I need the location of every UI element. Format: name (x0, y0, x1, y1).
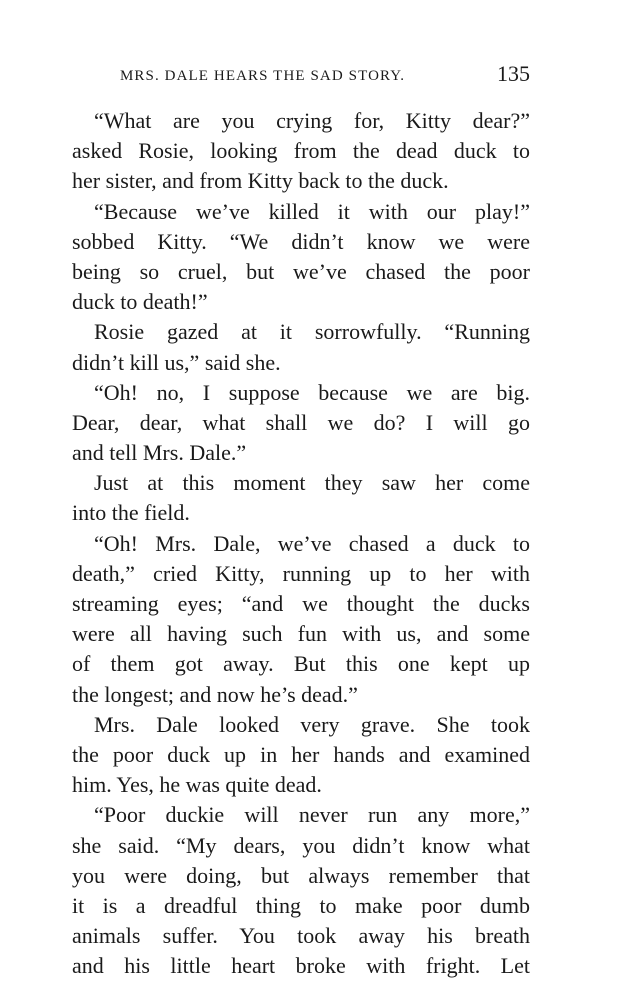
page-number: 135 (497, 61, 530, 86)
text-line: were all having such fun with us, and some (72, 621, 530, 647)
text-line: “Because we’ve killed it with our play!” (94, 198, 530, 224)
text-line: didn’t kill us,” said she. (72, 349, 281, 375)
running-head (120, 61, 530, 88)
text-line: Rosie gazed at it sorrowfully. “Running (94, 319, 530, 345)
text-line: death,” cried Kitty, running up to her with (72, 560, 530, 586)
text-line: into the field. (72, 500, 190, 526)
text-line: it is a dreadful thing to make poor dumb (72, 892, 530, 918)
text-line: her sister, and from Kitty back to the duck. (72, 168, 449, 194)
text-line: “What are you crying for, Kitty dear?” (94, 108, 530, 133)
text-line: “Oh! no, I suppose because we are big. (94, 379, 530, 405)
text-line: you were doing, but always remember that (72, 862, 530, 888)
running-title: MRS. DALE HEARS THE SAD STORY. (120, 68, 406, 84)
text-line: him. Yes, he was quite dead. (72, 772, 322, 798)
text-line: the poor duck up in her hands and examined (72, 741, 530, 767)
text-line: being so cruel, but we’ve chased the poor (72, 258, 530, 284)
text-line: asked Rosie, looking from the dead duck to (72, 138, 530, 164)
body-text (72, 106, 530, 981)
text-line: she said. “My dears, you didn’t know what (72, 832, 530, 858)
text-line: and his little heart broke with fright. Let (72, 953, 530, 979)
text-line: Mrs. Dale looked very grave. She took (94, 711, 530, 737)
text-line: sobbed Kitty. “We didn’t know we were (72, 228, 530, 254)
text-line: streaming eyes; “and we thought the ducks (72, 591, 530, 616)
text-line: of them got away. But this one kept up (72, 651, 530, 677)
text-line: Just at this moment they saw her come (94, 470, 530, 496)
text-line: duck to death!” (72, 289, 208, 315)
text-line: the longest; and now he’s dead.” (72, 681, 358, 707)
text-line: “Oh! Mrs. Dale, we’ve chased a duck to (94, 530, 530, 556)
text-line: “Poor duckie will never run any more,” (94, 802, 530, 828)
text-line: and tell Mrs. Dale.” (72, 440, 247, 466)
text-line: Dear, dear, what shall we do? I will go (72, 409, 530, 435)
text-line: animals suffer. You took away his breath (72, 923, 530, 949)
